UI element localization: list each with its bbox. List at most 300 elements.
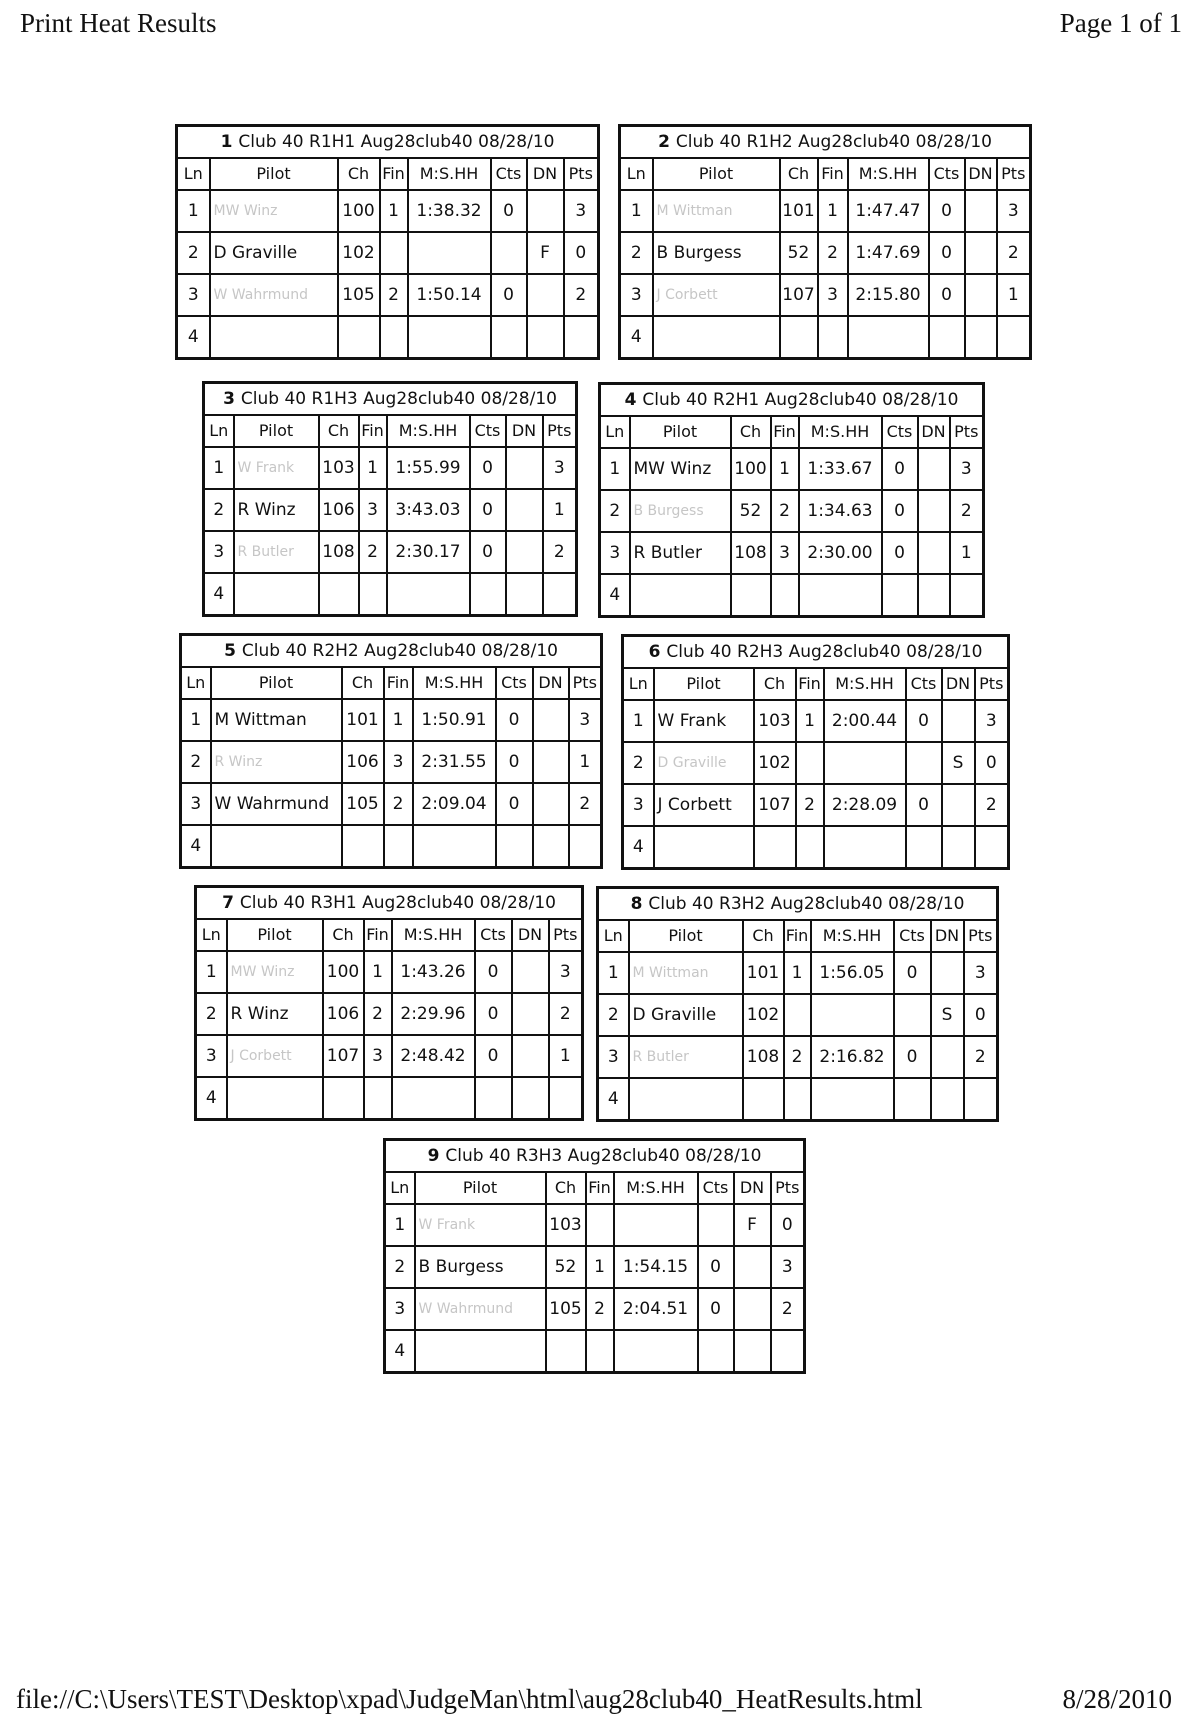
dn-cell (918, 490, 950, 532)
lane-cell: 4 (177, 316, 210, 359)
heat-title-text: Club 40 R3H3 Aug28club40 08/28/10 (445, 1146, 762, 1166)
column-header-points: Pts (964, 920, 998, 952)
column-header-finish: Fin (818, 158, 848, 190)
time-cell: 1:47.69 (848, 232, 929, 274)
column-header-cuts: Cts (906, 668, 942, 700)
column-header-finish: Fin (364, 919, 392, 951)
lane-cell: 3 (181, 783, 211, 825)
finish-cell: 3 (818, 274, 848, 316)
column-header-dn: DN (734, 1172, 771, 1204)
lane-cell: 3 (204, 531, 234, 573)
lane-cell: 4 (620, 316, 653, 359)
points-cell: 3 (950, 448, 984, 490)
finish-cell: 2 (364, 993, 392, 1035)
table-row (385, 1288, 805, 1330)
heat-number: 5 (224, 641, 236, 661)
column-header-finish: Fin (784, 920, 811, 952)
points-cell: 3 (771, 1246, 805, 1288)
column-header-points: Pts (997, 158, 1031, 190)
pilot-cell: J Corbett (653, 274, 780, 316)
dn-cell (533, 741, 569, 783)
heat-table-7 (194, 885, 584, 1121)
finish-cell (359, 573, 387, 616)
points-cell (950, 574, 984, 617)
cuts-cell (894, 994, 931, 1036)
cuts-cell: 0 (496, 699, 533, 741)
heat-title (385, 1140, 805, 1173)
column-header-pilot: Pilot (630, 416, 731, 448)
finish-cell: 2 (380, 274, 408, 316)
finish-cell (380, 232, 408, 274)
points-cell: 3 (549, 951, 583, 993)
time-cell: 1:54.15 (614, 1246, 698, 1288)
table-row (385, 1330, 805, 1373)
column-header-channel: Ch (319, 415, 359, 447)
pilot-cell (629, 1078, 743, 1121)
finish-cell: 2 (818, 232, 848, 274)
lane-cell: 4 (385, 1330, 415, 1373)
cuts-cell (698, 1330, 734, 1373)
column-header-time: M:S.HH (387, 415, 470, 447)
channel-cell: 103 (754, 700, 796, 742)
heat-table-2 (618, 124, 1032, 360)
channel-cell (754, 826, 796, 869)
pilot-cell: R Butler (629, 1036, 743, 1078)
heat-number: 9 (427, 1146, 440, 1166)
pilot-cell: D Graville (654, 742, 754, 784)
channel-cell (319, 573, 359, 616)
finish-cell: 1 (380, 190, 408, 232)
finish-cell: 1 (784, 952, 811, 994)
column-header-channel: Ch (342, 667, 384, 699)
points-cell: 3 (964, 952, 998, 994)
table-row (181, 741, 602, 783)
lane-cell: 2 (177, 232, 210, 274)
column-header-dn: DN (527, 158, 564, 190)
channel-cell: 108 (743, 1036, 784, 1078)
time-cell: 1:50.91 (413, 699, 496, 741)
channel-cell: 102 (754, 742, 796, 784)
pilot-cell: W Frank (654, 700, 754, 742)
column-header-pilot: Pilot (415, 1172, 546, 1204)
column-header-channel: Ch (338, 158, 380, 190)
pilot-cell: W Frank (234, 447, 319, 489)
finish-cell (784, 994, 811, 1036)
heat-title (177, 126, 599, 159)
column-header-lane: Ln (623, 668, 654, 700)
column-header-cuts: Cts (496, 667, 533, 699)
channel-cell: 100 (323, 951, 364, 993)
column-header-cuts: Cts (882, 416, 918, 448)
cuts-cell: 0 (470, 489, 506, 531)
column-header-points: Pts (564, 158, 599, 190)
cuts-cell (894, 1078, 931, 1121)
time-cell: 2:30.00 (799, 532, 882, 574)
column-header-points: Pts (543, 415, 577, 447)
points-cell: 3 (564, 190, 599, 232)
cuts-cell: 0 (470, 447, 506, 489)
time-cell (799, 574, 882, 617)
pilot-cell: MW Winz (227, 951, 323, 993)
column-header-finish: Fin (380, 158, 408, 190)
column-header-lane: Ln (196, 919, 227, 951)
column-header-dn: DN (506, 415, 543, 447)
print-header-page: Page 1 of 1 (1059, 8, 1182, 38)
column-header-lane: Ln (620, 158, 653, 190)
channel-cell: 107 (323, 1035, 364, 1077)
print-footer-url: file://C:\Users\TEST\Desktop\xpad\JudgeMan\html\aug28club40_HeatResults.html (16, 1684, 923, 1714)
heat-table-8 (596, 886, 999, 1122)
column-header-lane: Ln (385, 1172, 415, 1204)
channel-cell: 100 (731, 448, 771, 490)
table-row (196, 1035, 583, 1077)
dn-cell (512, 1077, 549, 1120)
finish-cell (586, 1330, 614, 1373)
time-cell: 2:29.96 (392, 993, 475, 1035)
pilot-cell: R Butler (234, 531, 319, 573)
points-cell: 1 (997, 274, 1031, 316)
lane-cell: 4 (600, 574, 630, 617)
dn-cell (533, 699, 569, 741)
heat-number: 7 (222, 893, 234, 913)
finish-cell: 2 (796, 784, 824, 826)
time-cell: 2:04.51 (614, 1288, 698, 1330)
heat-title (196, 887, 583, 920)
column-header-dn: DN (942, 668, 975, 700)
heat-table-3 (202, 381, 578, 617)
cuts-cell: 0 (475, 1035, 512, 1077)
lane-cell: 1 (598, 952, 629, 994)
time-cell (848, 316, 929, 359)
table-row (196, 1077, 583, 1120)
finish-cell: 1 (364, 951, 392, 993)
heat-title (204, 383, 577, 416)
column-header-channel: Ch (731, 416, 771, 448)
column-header-pilot: Pilot (629, 920, 743, 952)
dn-cell (942, 700, 975, 742)
table-row (385, 1246, 805, 1288)
finish-cell: 1 (771, 448, 799, 490)
column-header-time: M:S.HH (408, 158, 491, 190)
lane-cell: 3 (385, 1288, 415, 1330)
dn-cell (512, 951, 549, 993)
channel-cell: 100 (338, 190, 380, 232)
channel-cell: 103 (319, 447, 359, 489)
cuts-cell: 0 (475, 951, 512, 993)
lane-cell: 2 (204, 489, 234, 531)
table-row (598, 952, 998, 994)
lane-cell: 1 (177, 190, 210, 232)
time-cell: 1:55.99 (387, 447, 470, 489)
heat-title (620, 126, 1031, 159)
time-cell: 2:15.80 (848, 274, 929, 316)
time-cell (387, 573, 470, 616)
table-row (177, 316, 599, 359)
table-row (385, 1204, 805, 1246)
points-cell (569, 825, 602, 868)
time-cell: 2:48.42 (392, 1035, 475, 1077)
heat-number: 8 (630, 894, 643, 914)
column-header-channel: Ch (323, 919, 364, 951)
dn-cell (965, 316, 997, 359)
column-header-finish: Fin (384, 667, 413, 699)
dn-cell (734, 1246, 771, 1288)
column-header-points: Pts (569, 667, 602, 699)
cuts-cell: 0 (475, 993, 512, 1035)
cuts-cell: 0 (698, 1246, 734, 1288)
channel-cell: 52 (780, 232, 818, 274)
table-row (620, 190, 1031, 232)
pilot-cell (630, 574, 731, 617)
pilot-cell: J Corbett (654, 784, 754, 826)
pilot-cell: W Wahrmund (211, 783, 342, 825)
column-header-time: M:S.HH (799, 416, 882, 448)
dn-cell (734, 1288, 771, 1330)
table-row (204, 531, 577, 573)
time-cell: 3:43.03 (387, 489, 470, 531)
cuts-cell: 0 (496, 741, 533, 783)
column-header-finish: Fin (359, 415, 387, 447)
time-cell: 1:56.05 (811, 952, 894, 994)
points-cell (975, 826, 1009, 869)
dn-cell (918, 448, 950, 490)
table-row (177, 274, 599, 316)
channel-cell (323, 1077, 364, 1120)
cuts-cell (475, 1077, 512, 1120)
cuts-cell: 0 (882, 490, 918, 532)
cuts-cell: 0 (496, 783, 533, 825)
time-cell: 1:47.47 (848, 190, 929, 232)
time-cell (413, 825, 496, 868)
channel-cell: 105 (338, 274, 380, 316)
points-cell: 2 (543, 531, 577, 573)
cuts-cell: 0 (906, 784, 942, 826)
lane-cell: 2 (181, 741, 211, 783)
pilot-cell: M Wittman (629, 952, 743, 994)
cuts-cell: 0 (698, 1288, 734, 1330)
heat-title-text: Club 40 R3H2 Aug28club40 08/28/10 (648, 894, 965, 914)
time-cell (811, 994, 894, 1036)
pilot-cell: D Graville (629, 994, 743, 1036)
pilot-cell: B Burgess (630, 490, 731, 532)
dn-cell (533, 783, 569, 825)
table-row (620, 232, 1031, 274)
table-row (600, 532, 984, 574)
channel-cell: 105 (342, 783, 384, 825)
table-row (623, 826, 1009, 869)
pilot-cell: R Winz (234, 489, 319, 531)
pilot-cell (654, 826, 754, 869)
column-header-finish: Fin (771, 416, 799, 448)
points-cell (564, 316, 599, 359)
heat-number: 6 (648, 642, 661, 662)
dn-cell (734, 1330, 771, 1373)
finish-cell: 3 (364, 1035, 392, 1077)
heat-title (181, 635, 602, 668)
lane-cell: 4 (196, 1077, 227, 1120)
cuts-cell (882, 574, 918, 617)
time-cell (811, 1078, 894, 1121)
table-row (600, 448, 984, 490)
dn-cell (506, 531, 543, 573)
points-cell: 1 (950, 532, 984, 574)
finish-cell: 1 (796, 700, 824, 742)
pilot-cell: MW Winz (210, 190, 338, 232)
dn-cell (918, 532, 950, 574)
lane-cell: 1 (600, 448, 630, 490)
points-cell (543, 573, 577, 616)
column-header-channel: Ch (780, 158, 818, 190)
pilot-cell: R Winz (211, 741, 342, 783)
time-cell (824, 826, 906, 869)
time-cell: 2:16.82 (811, 1036, 894, 1078)
lane-cell: 3 (623, 784, 654, 826)
points-cell: 2 (950, 490, 984, 532)
column-header-cuts: Cts (491, 158, 527, 190)
table-row (598, 1036, 998, 1078)
finish-cell: 1 (586, 1246, 614, 1288)
cuts-cell (491, 232, 527, 274)
heat-table-4 (598, 382, 985, 618)
channel-cell: 52 (731, 490, 771, 532)
finish-cell: 3 (359, 489, 387, 531)
column-header-finish: Fin (586, 1172, 614, 1204)
channel-cell: 101 (743, 952, 784, 994)
time-cell (614, 1330, 698, 1373)
lane-cell: 1 (196, 951, 227, 993)
points-cell (771, 1330, 805, 1373)
cuts-cell: 0 (470, 531, 506, 573)
column-header-pilot: Pilot (210, 158, 338, 190)
channel-cell (743, 1078, 784, 1121)
finish-cell (796, 742, 824, 784)
points-cell: 0 (771, 1204, 805, 1246)
column-header-time: M:S.HH (824, 668, 906, 700)
pilot-cell: W Frank (415, 1204, 546, 1246)
column-header-channel: Ch (743, 920, 784, 952)
heat-title (598, 888, 998, 921)
dn-cell: F (734, 1204, 771, 1246)
lane-cell: 4 (181, 825, 211, 868)
pilot-cell: J Corbett (227, 1035, 323, 1077)
channel-cell: 52 (546, 1246, 586, 1288)
points-cell: 2 (771, 1288, 805, 1330)
points-cell: 1 (569, 741, 602, 783)
cuts-cell (698, 1204, 734, 1246)
channel-cell: 107 (780, 274, 818, 316)
points-cell: 2 (564, 274, 599, 316)
table-row (623, 784, 1009, 826)
table-row (623, 742, 1009, 784)
lane-cell: 3 (600, 532, 630, 574)
column-header-pilot: Pilot (211, 667, 342, 699)
column-header-lane: Ln (600, 416, 630, 448)
heat-title-text: Club 40 R1H3 Aug28club40 08/28/10 (240, 389, 557, 409)
table-row (177, 190, 599, 232)
cuts-cell: 0 (906, 700, 942, 742)
dn-cell (506, 489, 543, 531)
lane-cell: 4 (623, 826, 654, 869)
table-row (181, 825, 602, 868)
column-header-cuts: Cts (475, 919, 512, 951)
column-header-channel: Ch (546, 1172, 586, 1204)
dn-cell (965, 190, 997, 232)
lane-cell: 3 (196, 1035, 227, 1077)
finish-cell (384, 825, 413, 868)
heat-table-5 (179, 633, 603, 869)
column-header-points: Pts (549, 919, 583, 951)
time-cell: 2:30.17 (387, 531, 470, 573)
column-header-time: M:S.HH (614, 1172, 698, 1204)
finish-cell: 1 (818, 190, 848, 232)
column-header-points: Pts (771, 1172, 805, 1204)
time-cell: 1:34.63 (799, 490, 882, 532)
table-row (623, 700, 1009, 742)
points-cell: 3 (543, 447, 577, 489)
table-row (600, 574, 984, 617)
points-cell: 3 (569, 699, 602, 741)
time-cell: 2:00.44 (824, 700, 906, 742)
lane-cell: 2 (385, 1246, 415, 1288)
channel-cell (731, 574, 771, 617)
pilot-cell (234, 573, 319, 616)
column-header-cuts: Cts (698, 1172, 734, 1204)
cuts-cell: 0 (929, 274, 965, 316)
channel-cell (338, 316, 380, 359)
lane-cell: 1 (204, 447, 234, 489)
time-cell: 1:43.26 (392, 951, 475, 993)
table-row (204, 573, 577, 616)
dn-cell (527, 190, 564, 232)
column-header-pilot: Pilot (653, 158, 780, 190)
channel-cell: 101 (342, 699, 384, 741)
column-header-cuts: Cts (470, 415, 506, 447)
lane-cell: 1 (385, 1204, 415, 1246)
points-cell (997, 316, 1031, 359)
channel-cell: 108 (731, 532, 771, 574)
points-cell: 0 (564, 232, 599, 274)
points-cell: 2 (569, 783, 602, 825)
pilot-cell (653, 316, 780, 359)
table-row (177, 232, 599, 274)
cuts-cell (929, 316, 965, 359)
finish-cell (380, 316, 408, 359)
pilot-cell: MW Winz (630, 448, 731, 490)
time-cell: 2:09.04 (413, 783, 496, 825)
channel-cell: 108 (319, 531, 359, 573)
points-cell: 3 (997, 190, 1031, 232)
pilot-cell: M Wittman (211, 699, 342, 741)
dn-cell (918, 574, 950, 617)
column-header-lane: Ln (177, 158, 210, 190)
lane-cell: 1 (620, 190, 653, 232)
finish-cell: 3 (384, 741, 413, 783)
channel-cell: 106 (319, 489, 359, 531)
finish-cell: 2 (586, 1288, 614, 1330)
dn-cell (512, 993, 549, 1035)
time-cell: 1:38.32 (408, 190, 491, 232)
lane-cell: 2 (620, 232, 653, 274)
column-header-dn: DN (512, 919, 549, 951)
cuts-cell (491, 316, 527, 359)
finish-cell: 2 (784, 1036, 811, 1078)
channel-cell: 105 (546, 1288, 586, 1330)
points-cell: 2 (975, 784, 1009, 826)
finish-cell: 2 (359, 531, 387, 573)
dn-cell (527, 316, 564, 359)
pilot-cell: R Winz (227, 993, 323, 1035)
heat-title-text: Club 40 R2H2 Aug28club40 08/28/10 (241, 641, 558, 661)
